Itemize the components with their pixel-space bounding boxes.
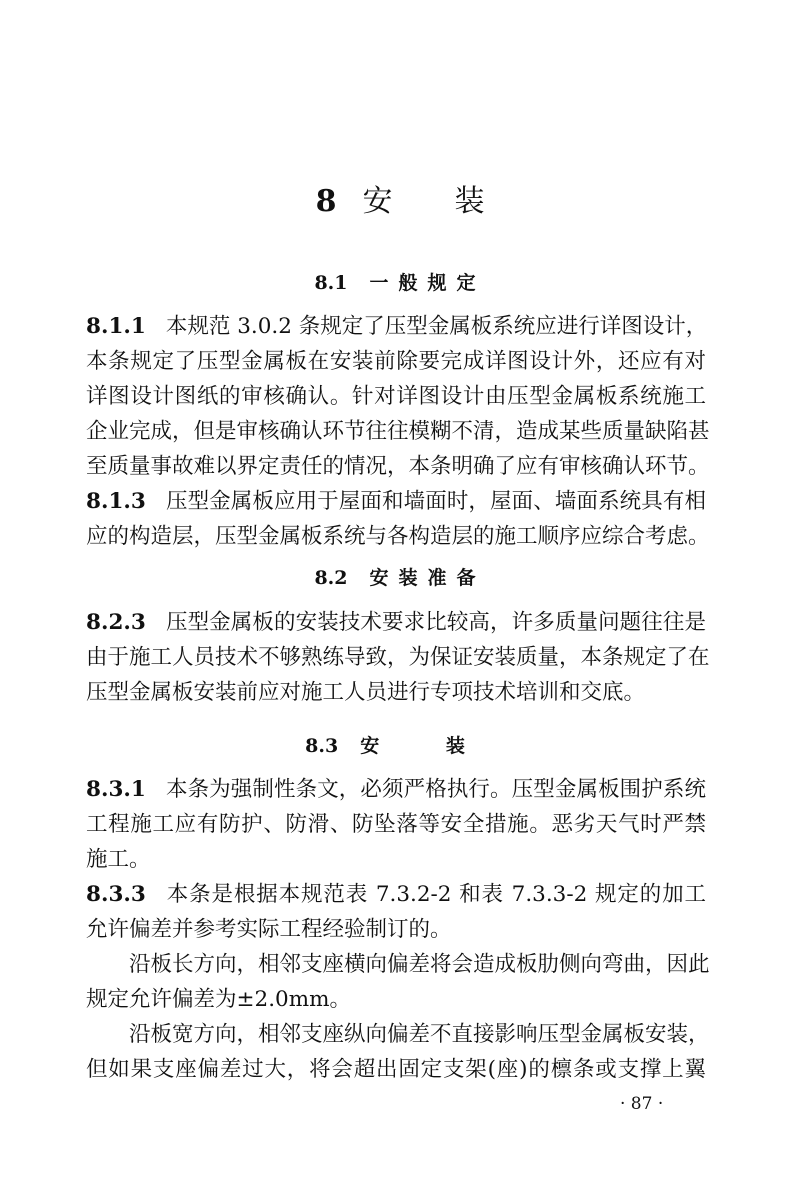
clause-line: 8.1.3 压型金属板应用于屋面和墙面时，屋面、墙面系统具有相 [86,489,706,514]
chapter-title-part: 装 [454,184,485,219]
clause-line: 施工。 [86,847,151,872]
clause-line: 8.1.1 本规范 3.0.2 条规定了压型金属板系统应进行详图设计， [86,314,708,339]
clause-line: 8.3.3 本条是根据本规范表 7.3.2-2 和表 7.3.3-2 规定的加工 [86,882,706,907]
clause-line: 由于施工人员技术不够熟练导致，为保证安装质量，本条规定了在 [86,645,710,670]
clause-line: 允许偏差并参考实际工程经验制订的。 [86,917,452,942]
clause-line: 工程施工应有防护、防滑、防坠落等安全措施。恶劣天气时严禁 [86,812,706,837]
page-number: · 87 · [620,1094,664,1114]
clause-number: 8.2.3 [86,610,146,635]
clause-line: 应的构造层，压型金属板系统与各构造层的施工顺序应综合考虑。 [86,524,710,549]
clause-line: 8.2.3 压型金属板的安装技术要求比较高，许多质量问题往往是 [86,610,706,635]
clause-line: 沿板长方向，相邻支座横向偏差将会造成板肋侧向弯曲，因此 [129,952,710,977]
chapter-title-part: 安 [362,184,393,219]
clause-line: 企业完成，但是审核确认环节往往模糊不清，造成某些质量缺陷甚 [86,419,710,444]
clause-line: 详图设计图纸的审核确认。针对详图设计由压型金属板系统施工 [86,384,706,409]
clause-line: 但如果支座偏差过大，将会超出固定支架(座)的檩条或支撑上翼 [86,1057,706,1082]
clause-line: 至质量事故难以界定责任的情况，本条明确了应有审核确认环节。 [86,454,710,479]
chapter-title [0,176,800,220]
clause-number: 8.3.3 [86,882,146,907]
section-heading-8-2: 8.2 安装准备 [314,567,486,589]
clause-line: 压型金属板安装前应对施工人员进行专项技术培训和交底。 [86,680,646,705]
chapter-number: 8 [315,184,337,219]
section-heading-8-1: 8.1 一般规定 [314,272,486,294]
clause-number: 8.3.1 [86,777,146,802]
clause-line: 8.3.1 本条为强制性条文，必须严格执行。压型金属板围护系统 [86,777,706,802]
clause-line: 本条规定了压型金属板在安装前除要完成详图设计外，还应有对 [86,349,706,374]
section-heading-8-3: 8.3 安 装 [305,735,495,757]
clause-number: 8.1.3 [86,489,146,514]
clause-line: 沿板宽方向，相邻支座纵向偏差不直接影响压型金属板安装， [129,1022,710,1047]
clause-number: 8.1.1 [86,314,146,339]
clause-line: 规定允许偏差为±2.0mm。 [86,987,351,1012]
